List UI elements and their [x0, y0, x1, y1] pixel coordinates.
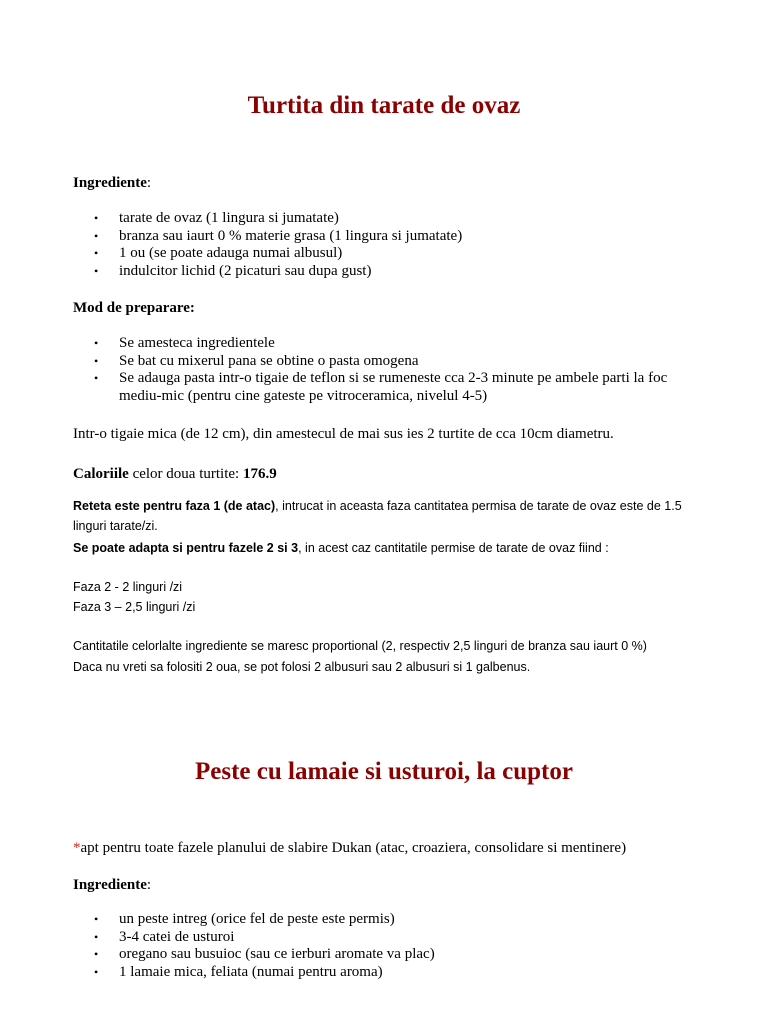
recipe1-calories	[73, 465, 277, 483]
calories-text: celor doua turtite:	[128, 466, 243, 482]
step-text: Se bat cu mixerul pana se obtine o pasta omogena	[119, 352, 419, 369]
list-item	[73, 245, 713, 263]
step-text: Se adauga pasta intr-o tigaie de teflon si se rumeneste cca 2-3 minute pe ambele parti la foc mediu-mic (pentru cine gateste pe vitroceramica, nivelul 4-5)	[119, 370, 668, 404]
list-item	[73, 370, 713, 405]
list-item	[73, 263, 713, 281]
recipe2-suitability	[73, 839, 626, 857]
recipe2-ingredient-list	[73, 911, 713, 981]
list-item	[73, 228, 713, 246]
recipe2-title: Peste cu lamaie si usturoi, la cuptor	[195, 758, 573, 785]
bullet-icon: •	[94, 336, 99, 350]
ingredient-text: branza sau iaurt 0 % materie grasa (1 lingura si jumatate)	[119, 227, 463, 244]
bullet-icon: •	[94, 947, 99, 961]
recipe1-note-proportional: Cantitatile celorlalte ingrediente se maresc proportional (2, respectiv 2,5 linguri de branza sau iaurt 0 %)	[73, 639, 647, 653]
calories-value: 176.9	[242, 466, 277, 482]
recipe2-ingredients-heading	[73, 876, 151, 894]
bullet-icon: •	[94, 263, 99, 278]
recipe1-ingredients-heading	[73, 174, 151, 192]
list-item	[73, 353, 713, 371]
bullet-icon: •	[94, 353, 99, 368]
note-rest: , in acest caz cantitatile permise de tarate de ovaz fiind :	[298, 541, 609, 555]
recipe1-phase3: Faza 3 – 2,5 linguri /zi	[73, 600, 196, 614]
note-bold: Se poate adapta si pentru fazele 2 si 3	[73, 541, 299, 555]
recipe1-title: Turtita din tarate de ovaz	[247, 92, 521, 119]
recipe1-note-phases23	[73, 538, 713, 558]
asterisk-mark: *	[73, 840, 81, 856]
list-item	[73, 911, 713, 929]
list-item	[73, 964, 713, 982]
calories-label: Caloriile	[73, 466, 129, 482]
ingredient-text: oregano sau busuioc (sau ce ierburi aromate va plac)	[119, 946, 435, 962]
list-item	[73, 335, 713, 353]
recipe1-step-list	[73, 335, 713, 405]
recipe1-note-phase1	[73, 496, 713, 536]
recipe1-phase2: Faza 2 - 2 linguri /zi	[73, 580, 183, 594]
ingredients-label: Ingrediente	[73, 175, 147, 191]
bullet-icon: •	[94, 929, 99, 944]
ingredient-text: tarate de ovaz (1 lingura si jumatate)	[119, 210, 339, 226]
list-item	[73, 210, 713, 228]
ingredient-text: 1 lamaie mica, feliata (numai pentru aroma)	[119, 963, 383, 980]
bullet-icon: •	[94, 912, 99, 926]
list-item	[73, 946, 713, 964]
recipe1-yield: Intr-o tigaie mica (de 12 cm), din amestecul de mai sus ies 2 turtite de cca 10cm diametru.	[73, 426, 614, 442]
suitability-text: apt pentru toate fazele planului de slabire Dukan (atac, croaziera, consolidare si mentinere)	[80, 840, 627, 856]
bullet-icon: •	[94, 964, 99, 979]
note-bold: Reteta este pentru faza 1 (de atac)	[73, 499, 276, 513]
note-rest: , intrucat in aceasta faza cantitatea permisa de tarate de ovaz este de 1.5 linguri tarate/zi.	[73, 499, 682, 533]
ingredient-text: indulcitor lichid (2 picaturi sau dupa gust)	[119, 262, 372, 279]
ingredients-colon: :	[146, 175, 152, 191]
recipe1-ingredient-list	[73, 210, 713, 280]
list-item	[73, 929, 713, 947]
bullet-icon: •	[94, 246, 99, 260]
ingredient-text: un peste intreg (orice fel de peste este permis)	[119, 911, 395, 927]
recipe1-note-eggs: Daca nu vreti sa folositi 2 oua, se pot folosi 2 albusuri sau 2 albusuri si 1 galbenus.	[73, 660, 531, 674]
bullet-icon: •	[94, 228, 99, 243]
bullet-icon: •	[94, 211, 99, 225]
recipe1-method-heading: Mod de preparare:	[73, 300, 195, 316]
ingredient-text: 1 ou (se poate adauga numai albusul)	[119, 245, 343, 261]
bullet-icon: •	[94, 371, 99, 385]
ingredient-text: 3-4 catei de usturoi	[119, 928, 235, 945]
step-text: Se amesteca ingredientele	[119, 335, 275, 351]
ingredients-label: Ingrediente	[73, 877, 147, 893]
ingredients-colon: :	[146, 877, 152, 893]
